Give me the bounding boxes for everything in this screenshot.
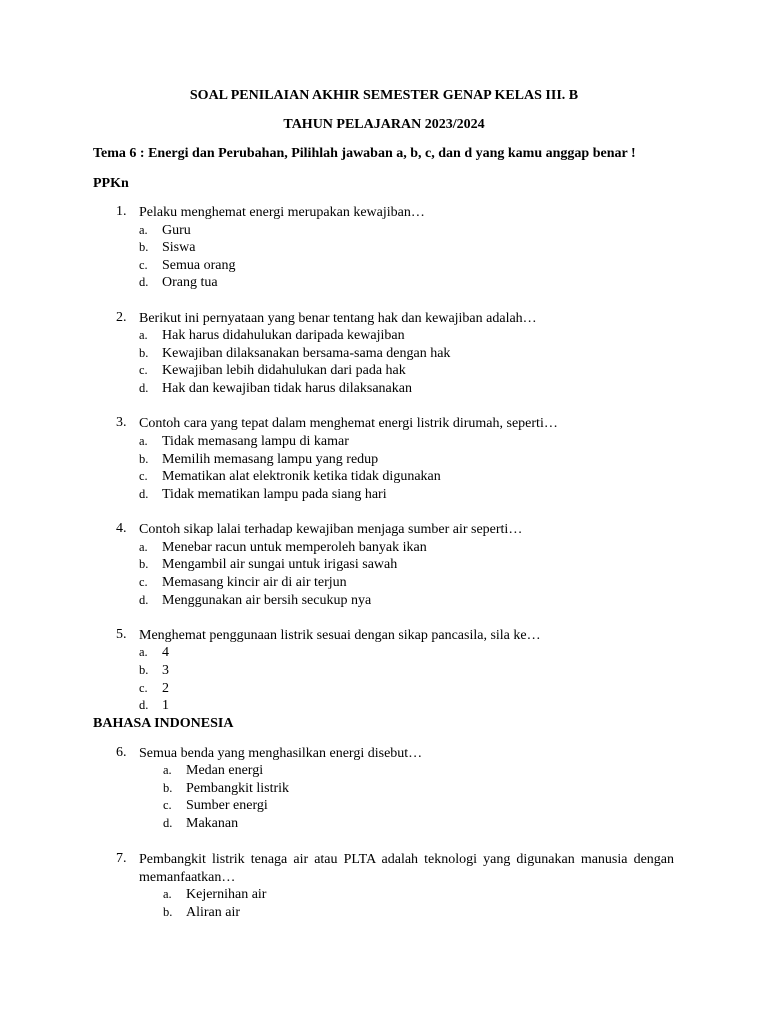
question-text: Pembangkit listrik tenaga air atau PLTA adalah teknologi yang digunakan manusia dengan memanfaatkan… (139, 852, 674, 885)
option-letter: a. (139, 540, 148, 554)
question-text: Pelaku menghemat energi merupakan kewajiban… (139, 205, 425, 220)
option-letter: c. (139, 258, 148, 272)
option-text: Guru (162, 223, 191, 238)
option-letter: b. (139, 557, 149, 571)
option-text: Kejernihan air (186, 887, 267, 902)
option-text: Hak dan kewajiban tidak harus dilaksanakan (162, 381, 412, 396)
option-text: Aliran air (186, 905, 241, 920)
option-text: Makanan (186, 816, 239, 831)
option-text: Pembangkit listrik (186, 781, 290, 796)
option-text: Mengambil air sungai untuk irigasi sawah (162, 557, 398, 572)
question-text: Contoh sikap lalai terhadap kewajiban menjaga sumber air seperti… (139, 522, 523, 537)
option-letter: c. (139, 469, 148, 483)
option-letter: c. (139, 681, 148, 695)
option-letter: d. (139, 275, 149, 289)
question-text: Menghemat penggunaan listrik sesuai dengan sikap pancasila, sila ke… (139, 628, 541, 643)
option-letter: a. (163, 763, 172, 777)
question-number: 3. (116, 415, 127, 430)
option-text: Kewajiban lebih didahulukan dari pada hak (162, 363, 406, 378)
option-text: Siswa (162, 240, 196, 255)
option-letter: d. (139, 381, 149, 395)
option-text: Menggunakan air bersih secukup nya (162, 593, 372, 608)
question-number: 2. (116, 310, 127, 325)
option-text: Semua orang (162, 258, 236, 273)
option-letter: a. (139, 645, 148, 659)
section-heading-bahasa-indonesia: BAHASA INDONESIA (93, 716, 234, 731)
option-text: Memasang kincir air di air terjun (162, 575, 347, 590)
instruction: Tema 6 : Energi dan Perubahan, Pilihlah jawaban a, b, c, dan d yang kamu anggap benar ! (93, 146, 636, 161)
question-number: 5. (116, 627, 127, 642)
option-letter: d. (139, 487, 149, 501)
question-number: 4. (116, 521, 127, 536)
option-text: 2 (162, 681, 169, 696)
question-text: Berikut ini pernyataan yang benar tentang hak dan kewajiban adalah… (139, 311, 537, 326)
question-text: Contoh cara yang tepat dalam menghemat energi listrik dirumah, seperti… (139, 416, 558, 431)
section-heading-ppkn: PPKn (93, 176, 129, 191)
option-text: 1 (162, 698, 169, 713)
option-letter: b. (139, 346, 149, 360)
option-letter: c. (139, 575, 148, 589)
option-letter: d. (139, 698, 149, 712)
option-text: 3 (162, 663, 169, 678)
option-letter: b. (139, 663, 149, 677)
option-letter: a. (163, 887, 172, 901)
question-number: 1. (116, 204, 127, 219)
option-letter: a. (139, 223, 148, 237)
option-text: Tidak memasang lampu di kamar (162, 434, 349, 449)
exam-title: SOAL PENILAIAN AKHIR SEMESTER GENAP KELAS III. B (189, 88, 579, 103)
option-text: Menebar racun untuk memperoleh banyak ikan (162, 540, 427, 555)
option-letter: c. (139, 363, 148, 377)
option-text: Orang tua (162, 275, 218, 290)
option-text: Kewajiban dilaksanakan bersama-sama dengan hak (162, 346, 451, 361)
option-letter: a. (139, 434, 148, 448)
option-text: Tidak mematikan lampu pada siang hari (162, 487, 387, 502)
option-letter: b. (139, 240, 149, 254)
option-letter: b. (139, 452, 149, 466)
academic-year: TAHUN PELAJARAN 2023/2024 (283, 117, 485, 132)
option-letter: b. (163, 905, 173, 919)
option-letter: d. (139, 593, 149, 607)
question-number: 7. (116, 851, 127, 866)
option-letter: a. (139, 328, 148, 342)
question-number: 6. (116, 745, 127, 760)
option-text: Sumber energi (186, 798, 268, 813)
option-text: 4 (162, 645, 169, 660)
option-letter: c. (163, 798, 172, 812)
option-text: Mematikan alat elektronik ketika tidak digunakan (162, 469, 441, 484)
option-text: Hak harus didahulukan daripada kewajiban (162, 328, 405, 343)
option-letter: d. (163, 816, 173, 830)
option-text: Medan energi (186, 763, 264, 778)
question-text: Semua benda yang menghasilkan energi disebut… (139, 746, 423, 761)
option-letter: b. (163, 781, 173, 795)
option-text: Memilih memasang lampu yang redup (162, 452, 379, 467)
